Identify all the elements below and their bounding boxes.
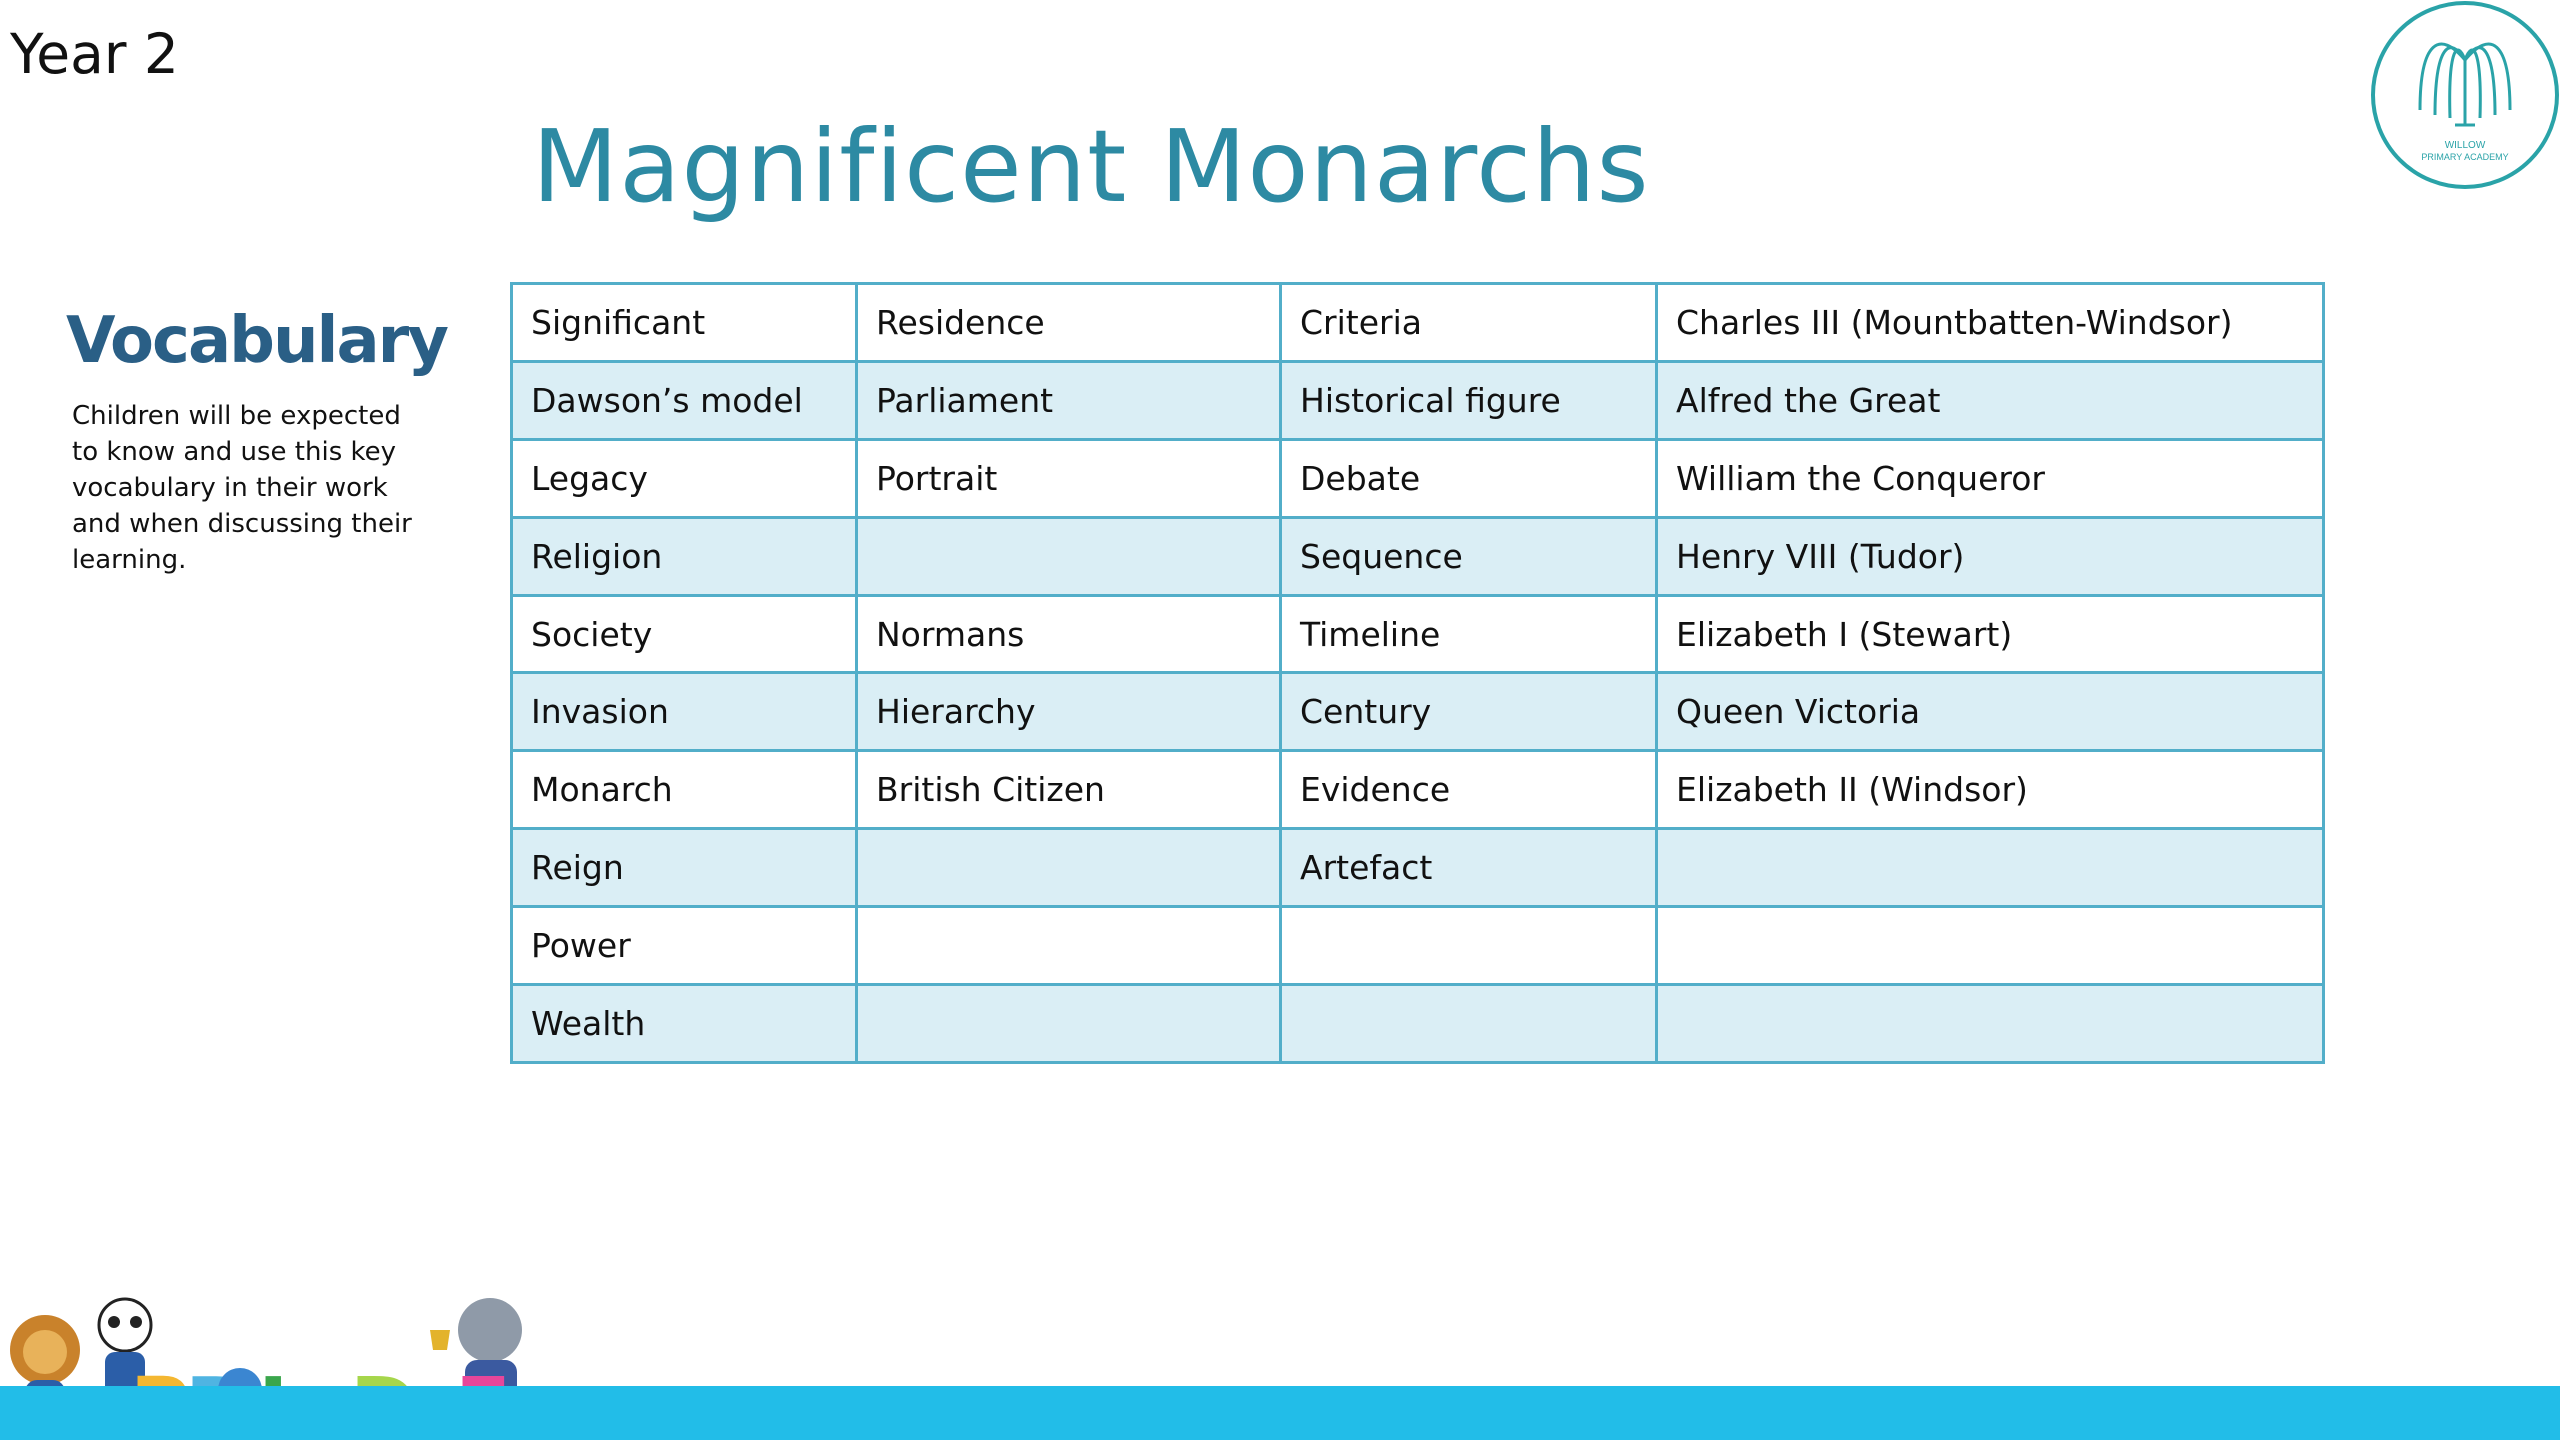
table-row [512, 439, 2324, 517]
table-cell: Criteria [1281, 284, 1657, 362]
table-cell: Wealth [512, 985, 857, 1063]
table-cell [1281, 985, 1657, 1063]
table-cell: Dawson’s model [512, 361, 857, 439]
table-cell: Timeline [1281, 595, 1657, 673]
table-row [512, 985, 2324, 1063]
table-cell: Charles III (Mountbatten-Windsor) [1657, 284, 2324, 362]
table-row [512, 751, 2324, 829]
table-cell: Hierarchy [857, 673, 1281, 751]
table-cell: Evidence [1281, 751, 1657, 829]
table-cell: British Citizen [857, 751, 1281, 829]
table-cell [1657, 985, 2324, 1063]
table-row [512, 907, 2324, 985]
year-label: Year 2 [10, 22, 179, 86]
table-cell: Queen Victoria [1657, 673, 2324, 751]
table-cell [1657, 907, 2324, 985]
table-row [512, 361, 2324, 439]
table-cell [857, 829, 1281, 907]
table-cell [857, 517, 1281, 595]
table-cell: Normans [857, 595, 1281, 673]
table-cell: William the Conqueror [1657, 439, 2324, 517]
table-cell: Debate [1281, 439, 1657, 517]
table-cell: Alfred the Great [1657, 361, 2324, 439]
page-title: Magnificent Monarchs [532, 108, 1650, 225]
table-cell: Reign [512, 829, 857, 907]
table-cell: Invasion [512, 673, 857, 751]
table-cell: Historical figure [1281, 361, 1657, 439]
table-row [512, 284, 2324, 362]
vocabulary-description: Children will be expected to know and use this key vocabulary in their work and when discussing their learning. [72, 401, 412, 575]
table-row [512, 517, 2324, 595]
trophy-icon [430, 1330, 450, 1350]
school-logo [2360, 0, 2560, 192]
table-cell [857, 907, 1281, 985]
logo-text-line1: WILLOW [2444, 140, 2486, 151]
table-cell: Residence [857, 284, 1281, 362]
table-cell: Century [1281, 673, 1657, 751]
table-cell: Artefact [1281, 829, 1657, 907]
table-cell: Parliament [857, 361, 1281, 439]
table-cell: Portrait [857, 439, 1281, 517]
table-cell: Elizabeth I (Stewart) [1657, 595, 2324, 673]
table-cell: Society [512, 595, 857, 673]
table-cell: Henry VIII (Tudor) [1657, 517, 2324, 595]
table-row [512, 673, 2324, 751]
table-row [512, 595, 2324, 673]
table-cell: Power [512, 907, 857, 985]
table-row [512, 829, 2324, 907]
willow-tree-icon [2420, 44, 2510, 125]
logo-text-line2: PRIMARY ACADEMY [2421, 152, 2509, 162]
table-cell [1657, 829, 2324, 907]
table-cell: Legacy [512, 439, 857, 517]
table-cell: Elizabeth II (Windsor) [1657, 751, 2324, 829]
table-cell: Sequence [1281, 517, 1657, 595]
vocabulary-table [510, 282, 2325, 1064]
table-cell [1281, 907, 1657, 985]
footer-bar [0, 1386, 2560, 1440]
table-cell: Significant [512, 284, 857, 362]
vocabulary-heading: Vocabulary [66, 304, 447, 378]
table-cell [857, 985, 1281, 1063]
table-cell: Religion [512, 517, 857, 595]
table-cell: Monarch [512, 751, 857, 829]
